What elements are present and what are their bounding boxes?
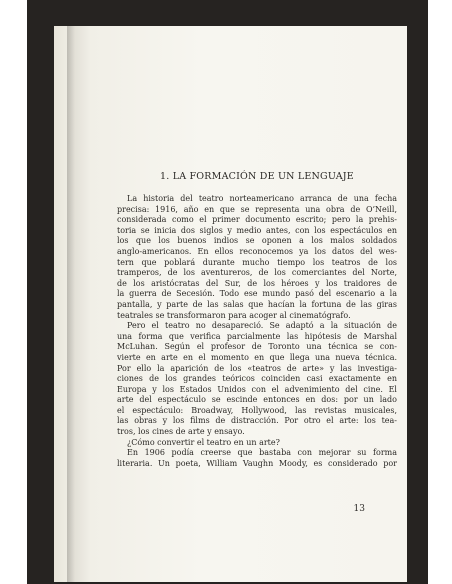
paragraph [117,448,397,469]
paragraph [117,194,397,321]
text-line: tern que poblará durante mucho tiempo los teatros de los [117,257,397,267]
text-line: McLuhan. Según el profesor de Toronto una técnica se con- [117,342,397,352]
chapter-title: 1. LA FORMACIÓN DE UN LENGUAJE [160,171,354,182]
book-page [67,26,407,582]
text-line: arte del espectáculo se escinde entonces en dos: por un lado [117,395,397,405]
text-line: vierte en arte en el momento en que llega una nueva técnica. [117,352,397,362]
paragraph [117,321,397,438]
text-line: tros, los cines de arte y ensayo. [117,427,245,437]
text-line: la guerra de Secesión. Todo ese mundo pasó del escenario a la [117,289,397,299]
text-line: el espectáculo: Broadway, Hollywood, las revistas musicales, [117,405,397,415]
text-line: pantalla, y parte de las salas que hacían la fortuna de las giras [117,299,397,309]
text-line: de los aristócratas del Sur, de los héroes y los traidores de [117,278,397,288]
text-line: los que los buenos indios se oponen a los malos soldados [117,236,397,246]
text-line: teatrales se transformaron para acoger al cinematógrafo. [117,310,351,320]
text-line: Europa y los Estados Unidos con el advenimiento del cine. El [117,384,397,394]
text-line: considerada como el primer documento escrito; pero la prehis- [117,215,397,225]
text-line: las obras y los films de distracción. Por otro el arte: los tea- [117,416,397,426]
text-line: toria se inicia dos siglos y medio antes, con los espectáculos en [117,225,397,235]
text-line: una forma que verifica parcialmente las hipótesis de Marshal [117,331,397,341]
text-line: ciones de los grandes teóricos coinciden casi exactamente en [117,374,397,384]
text-line: En 1906 podía creerse que bastaba con mejorar su forma [127,448,397,458]
body-text [117,194,397,469]
text-line: Por ello la aparición de los «teatros de arte» y las investiga- [117,363,397,373]
text-line: anglo-americanos. En ellos reconocemos ya los datos del wes- [117,246,397,256]
text-line: La historia del teatro norteamericano arranca de una fecha [127,194,397,203]
text-line: literaria. Un poeta, William Vaughn Moody, es considerado por [117,458,397,468]
page-number: 13 [353,504,365,514]
text-line: Pero el teatro no desapareció. Se adaptó a la situación de [127,321,397,331]
paragraph [117,438,397,449]
text-line: ¿Cómo convertir el teatro en un arte? [127,437,280,447]
text-line: tramperos, de los aventureros, de los comerciantes del Norte, [117,268,397,278]
text-line: precisa: 1916, año en que se representa una obra de O’Neill, [117,204,397,214]
